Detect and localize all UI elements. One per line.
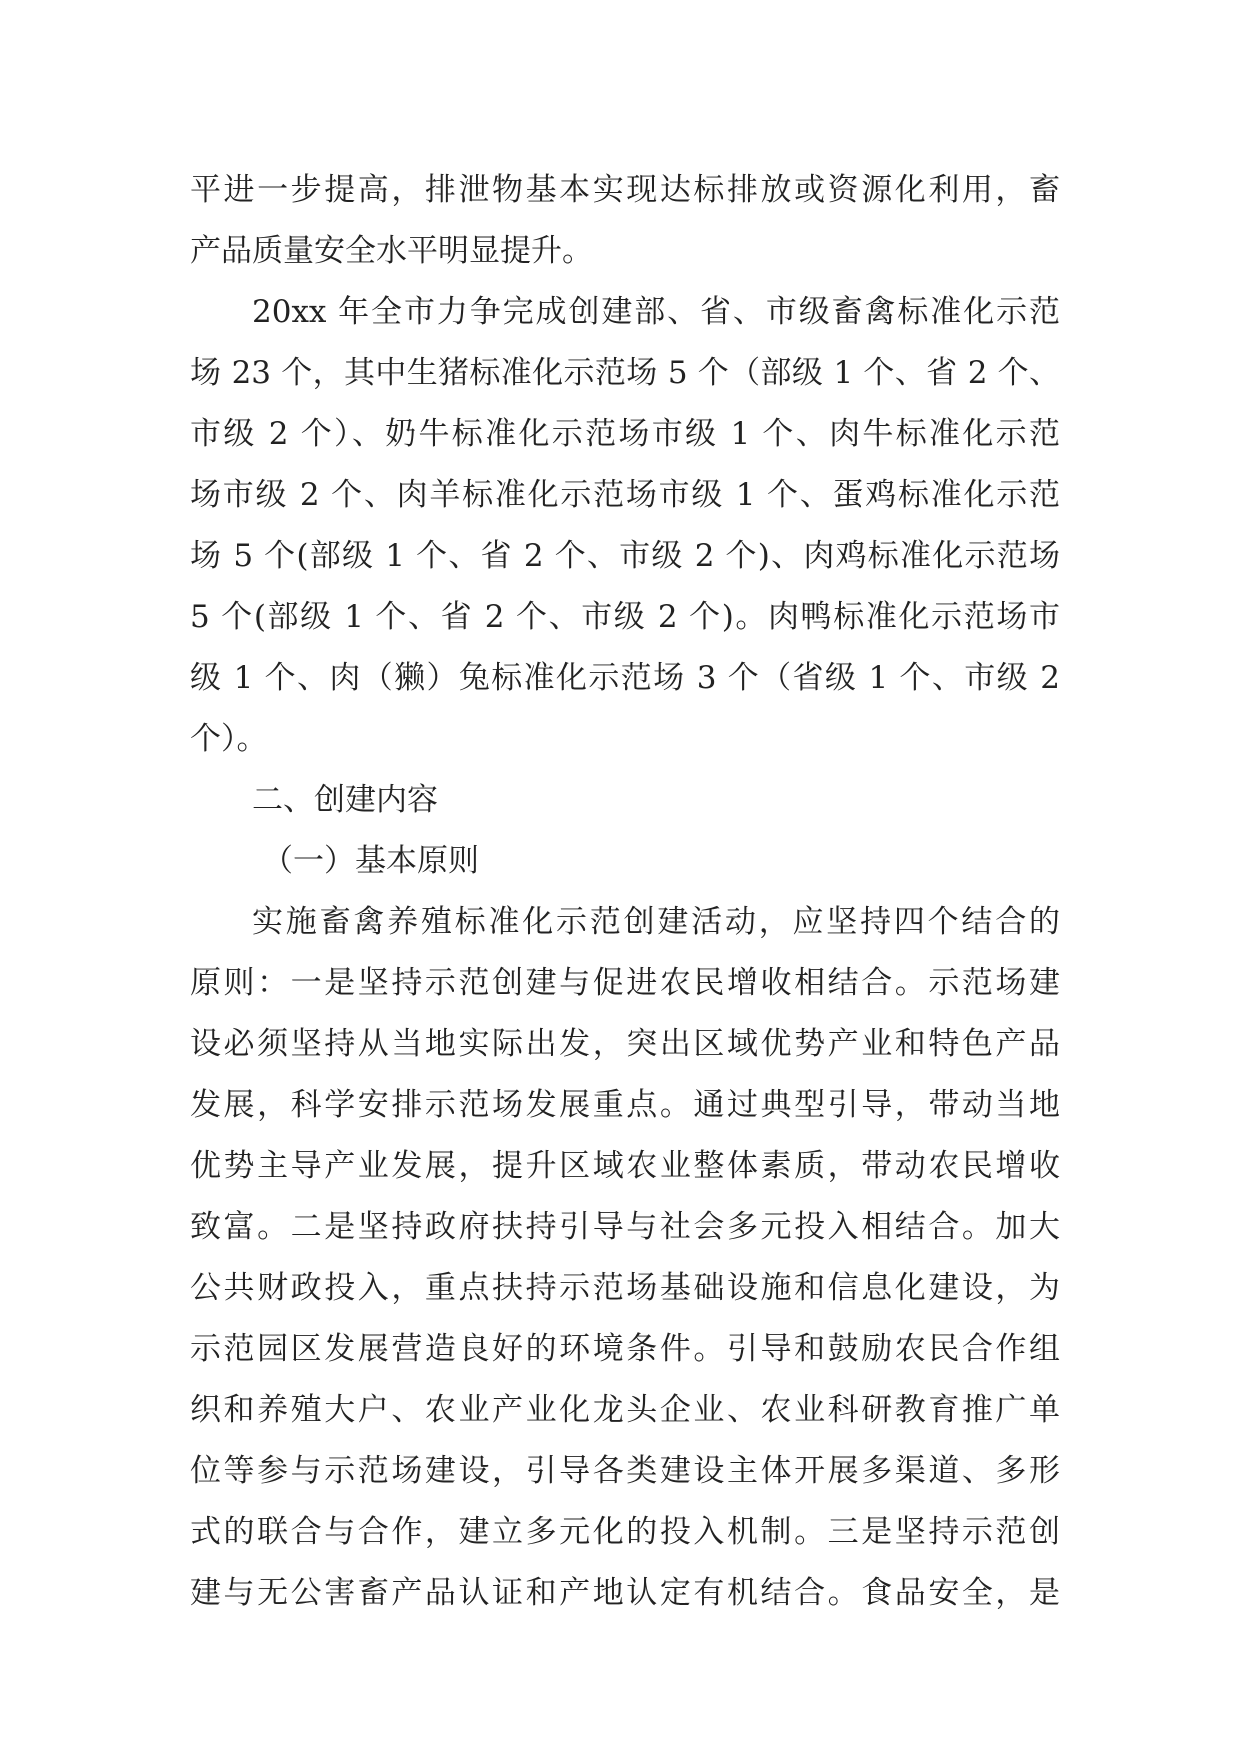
paragraph-first-line: 20xx 年全市力争完成创建部、省、市级畜禽标准化示范 [252, 294, 1060, 330]
paragraph-first-line: 实施畜禽养殖标准化示范创建活动，应坚持四个结合的 [252, 904, 1060, 940]
text-line: 个）。 [190, 721, 268, 757]
text-line: 建与无公害畜产品认证和产地认定有机结合。食品安全，是 [190, 1575, 1060, 1611]
text-line: 市级 2 个）、奶牛标准化示范场市级 1 个、肉牛标准化示范 [190, 416, 1060, 452]
text-line: 场 5 个(部级 1 个、省 2 个、市级 2 个)、肉鸡标准化示范场 [190, 538, 1060, 574]
text-line: 场市级 2 个、肉羊标准化示范场市级 1 个、蛋鸡标准化示范 [190, 477, 1060, 513]
text-line: 场 23 个，其中生猪标准化示范场 5 个（部级 1 个、省 2 个、 [190, 355, 1060, 391]
text-line: 设必须坚持从当地实际出发，突出区域优势产业和特色产品 [190, 1026, 1060, 1062]
section-heading: 二、创建内容 [252, 782, 438, 818]
text-line: 原则：一是坚持示范创建与促进农民增收相结合。示范场建 [190, 965, 1060, 1001]
text-line: 示范园区发展营造良好的环境条件。引导和鼓励农民合作组 [190, 1331, 1060, 1367]
text-line: 级 1 个、肉（獭）兔标准化示范场 3 个（省级 1 个、市级 2 [190, 660, 1060, 696]
text-line: 发展，科学安排示范场发展重点。通过典型引导，带动当地 [190, 1087, 1060, 1123]
text-line: 公共财政投入，重点扶持示范场基础设施和信息化建设，为 [190, 1270, 1060, 1306]
document-body [190, 160, 1060, 1624]
subsection-heading: （一）基本原则 [262, 843, 479, 879]
text-line: 优势主导产业发展，提升区域农业整体素质，带动农民增收 [190, 1148, 1060, 1184]
text-line: 平进一步提高，排泄物基本实现达标排放或资源化利用，畜 [190, 172, 1060, 208]
text-line: 织和养殖大户、农业产业化龙头企业、农业科研教育推广单 [190, 1392, 1060, 1428]
text-line: 位等参与示范场建设，引导各类建设主体开展多渠道、多形 [190, 1453, 1060, 1489]
text-line: 产品质量安全水平明显提升。 [190, 233, 593, 269]
text-line: 致富。二是坚持政府扶持引导与社会多元投入相结合。加大 [190, 1209, 1060, 1245]
text-line: 5 个(部级 1 个、省 2 个、市级 2 个)。肉鸭标准化示范场市 [190, 599, 1060, 635]
text-line: 式的联合与合作，建立多元化的投入机制。三是坚持示范创 [190, 1514, 1060, 1550]
